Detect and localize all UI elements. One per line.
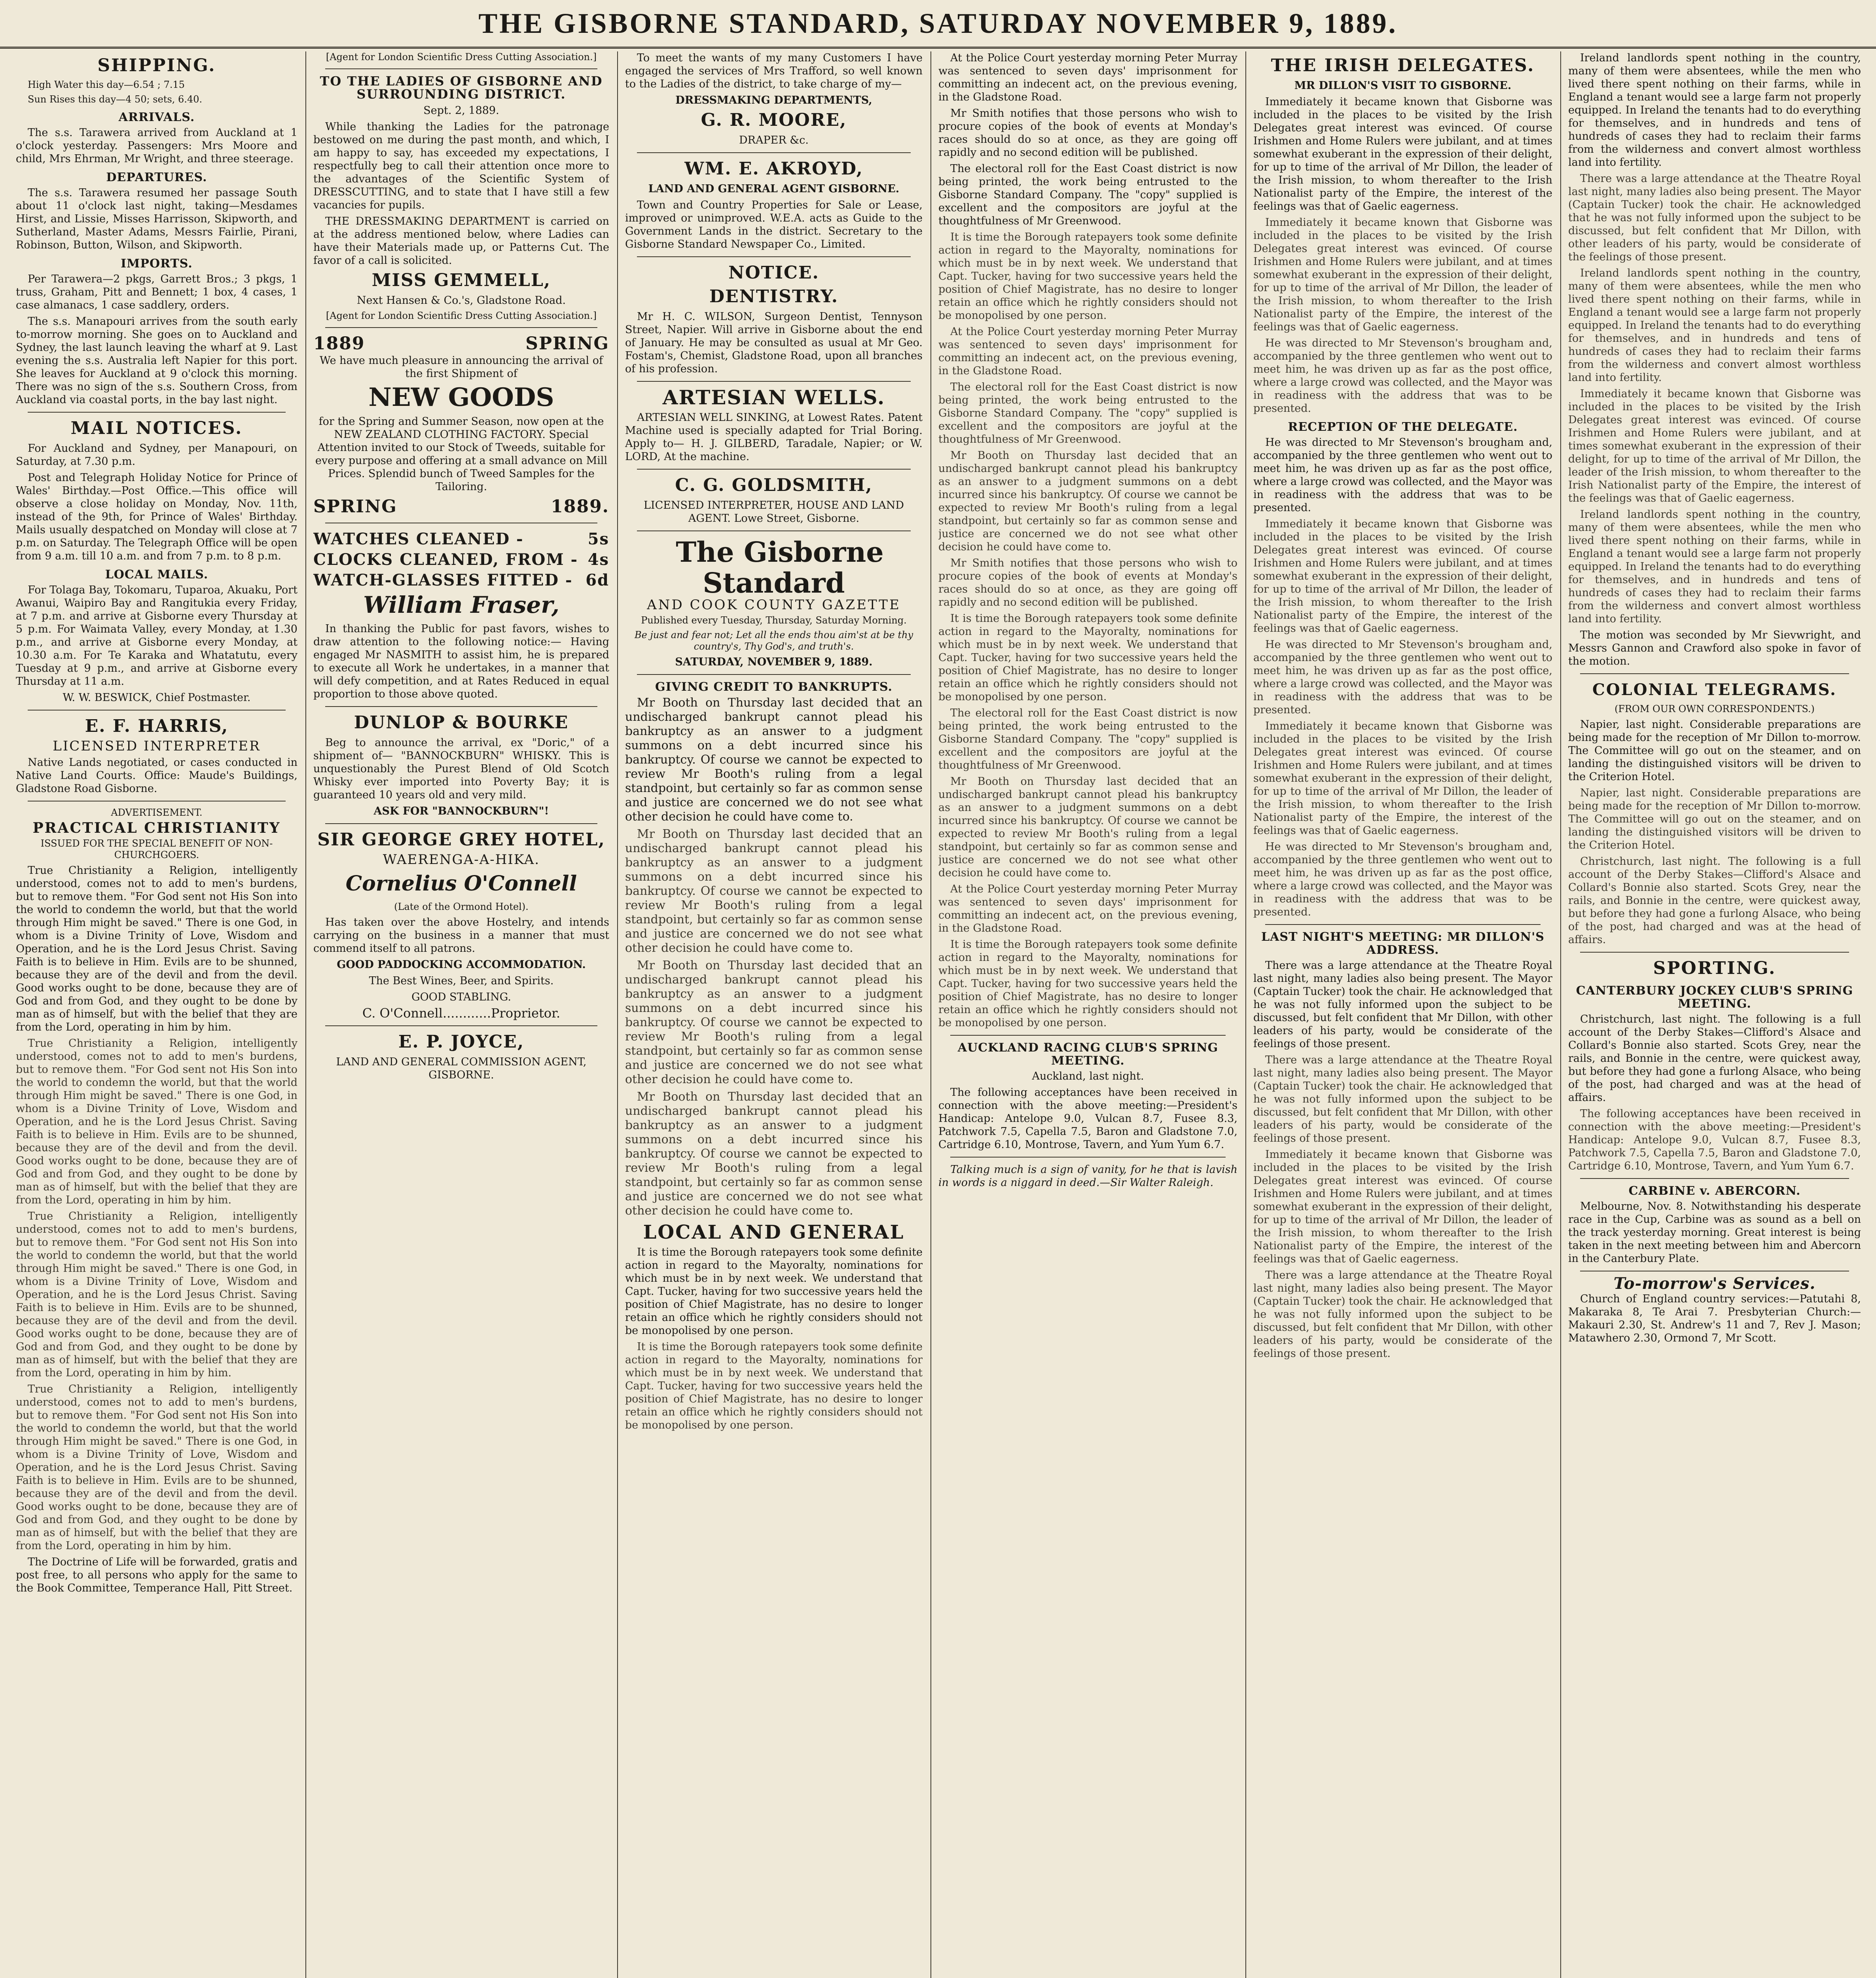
telegrams-continued: Napier, last night. Considerable preparations are being made for the reception of Mr Dillon to-morrow. The Committee will go out on the steamer, and on landing the distinguished visitors will be driven to the Criterion Hotel.: [1568, 787, 1861, 851]
local-general-text-continued: It is time the Borough ratepayers took some definite action in regard to the Mayoralty, nominations for which must be in by next week. We understand that Capt. Tucker, having for two successive years held the position of Chief Magistrate, has no desire to longer retain an office which he rightly considers should not be monopolised by one person.: [625, 1341, 923, 1431]
editorial-heading: GIVING CREDIT TO BANKRUPTS.: [655, 680, 893, 694]
local-news-continued: Mr Booth on Thursday last decided that an undischarged bankrupt cannot plead his bankruptcy as an answer to a judgment summons on a debt incurred since his bankruptcy. Of course we cannot be expected to review Mr Booth's ruling from a legal standpoint, but certainly so far as common sense and justice are concerned we do not see what other decision he could have come to.: [938, 449, 1237, 553]
divider: [28, 412, 286, 413]
goldsmith-name: C. G. GOLDSMITH,: [675, 475, 873, 495]
local-news-continued: The electoral roll for the East Coast district is now being printed, the work being entrusted to the Gisborne Standard Company. The "copy" supplied is excellent and the compositors are joyful at the thoughtfulness of Mr Greenwood.: [938, 381, 1237, 445]
fraser-name: William Fraser,: [363, 591, 559, 618]
dillon-speech: Ireland landlords spent nothing in the country, many of them were absentees, while the men who lived there spent nothing on their farms, while in England a tenant would see a large farm not properly equipped. In Ireland the tenants had to do everything for themselves, and in hundreds and tens of hundreds of cases they had to reclaim their farms from the wilderness and convert almost worthless land into fertility.: [1568, 52, 1861, 169]
dentistry-heading: DENTISTRY.: [709, 286, 839, 307]
oconnell-body: Has taken over the above Hostelry, and intends carrying on the business in a manner that must commend itself to all patrons.: [313, 916, 609, 955]
dillon-speech-continued: There was a large attendance at the Theatre Royal last night, many ladies also being present. The Mayor (Captain Tucker) took the chair. He acknowledged that he was not fully informed upon the subject to be discussed, but felt confident that Mr Dillon, with other leaders of his party, would be considerate of the feelings of those present.: [1568, 172, 1861, 263]
christianity-body-continued: True Christianity a Religion, intelligently understood, comes not to add to men's burdens, but to remove them. "For God sent not His Son into the world to condemn the world, but that the world through Him might be saved." There is one God, in whom is a Divine Trinity of Love, Wisdom and Operation, and he is the Lord Jesus Christ. Saving Faith is to believe in Him. Evils are to be shunned, because they are of the devil and from the devil. Good works ought to be done, because they are of God and from God, and they ought to be done by man as of himself, but with the belief that they are from the Lord, operating in him by him.: [16, 1383, 298, 1552]
carbine-report: Melbourne, Nov. 8. Notwithstanding his desperate race in the Cup, Carbine was as sound as a bell on the track yesterday morning. Great interest is being taken in the next meeting between him and Abercorn in the Canterbury Plate.: [1568, 1200, 1861, 1265]
irish-delegates-heading: THE IRISH DELEGATES.: [1271, 55, 1535, 76]
telegrams-heading: COLONIAL TELEGRAMS.: [1592, 680, 1837, 699]
delegates-text-continued: Immediately it became known that Gisborne was included in the places to be visited by the Irish Delegates great interest was evinced. Of course Irishmen and Home Rulers were jubilant, and at times somewhat exuberant in the expression of their delight, for up to time of the arrival of Mr Dillon, the leader of the Irish mission, to whom thereafter to the Irish Nationalist party of the Empire, the interest of the feelings was that of Gaelic eagerness.: [1253, 216, 1552, 333]
local-news-continued: The electoral roll for the East Coast district is now being printed, the work being entrusted to the Gisborne Standard Company. The "copy" supplied is excellent and the compositors are joyful at the thoughtfulness of Mr Greenwood.: [938, 707, 1237, 771]
delegates-text: Immediately it became known that Gisborne was included in the places to be visited by the Irish Delegates great interest was evinced. Of course Irishmen and Home Rulers were jubilant, and at times somewhat exuberant in the expression of their delight, for up to time of the arrival of Mr Dillon, the leader of the Irish mission, to whom thereafter to the Irish Nationalist party of the Empire, the interest of the feelings was that of Gaelic eagerness.: [1253, 96, 1552, 212]
column-2: [313, 51, 609, 1978]
akroyd-name: WM. E. AKROYD,: [684, 159, 863, 179]
services-heading: To-morrow's Services.: [1613, 1274, 1816, 1293]
dillon-speech-continued: Ireland landlords spent nothing in the country, many of them were absentees, while the men who lived there spent nothing on their farms, while in England a tenant would see a large farm not properly equipped. In Ireland the tenants had to do everything for themselves, and in hundreds and tens of hundreds of cases they had to reclaim their farms from the wilderness and convert almost worthless land into fertility.: [1568, 508, 1861, 625]
shipping-notes: The s.s. Manapouri arrives from the south early to-morrow morning. She goes on to Auckland and Sydney, the last launch leaving the wharf at 9. Last evening the s.s. Australia left Napier for this port. She leaves for Auckland at 9 o'clock this morning. There was no sign of the s.s. Southern Cross, from Auckland via coastal ports, in the bay last night.: [16, 315, 298, 406]
reception-text-continued: He was directed to Mr Stevenson's brougham and, accompanied by the three gentlemen who went out to meet him, he was driven up as far as the post office, where a large crowd was collected, and the Mayor was in readiness with the address that was to be presented.: [1253, 841, 1552, 918]
dunlop-ask: ASK FOR "BANNOCKBURN"!: [373, 805, 549, 817]
electoral-roll: The electoral roll for the East Coast district is now being printed, the work being entrusted to the Gisborne Standard Company. The "copy" supplied is excellent and the compositors are joyful at the thoughtfulness of Mr Greenwood.: [938, 163, 1237, 227]
divider: [1580, 952, 1849, 953]
racing-heading: AUCKLAND RACING CLUB'S SPRING MEETING.: [957, 1041, 1218, 1068]
spring-footer-left: SPRING: [313, 496, 397, 517]
spring-header: [313, 333, 609, 354]
ladies-date: Sept. 2, 1889.: [423, 104, 499, 117]
divider: [637, 530, 911, 531]
local-news-continued: It is time the Borough ratepayers took some definite action in regard to the Mayoralty, nominations for which must be in by next week. We understand that Capt. Tucker, having for two successive years held the position of Chief Magistrate, has no desire to longer retain an office which he rightly considers should not be monopolised by one person.: [938, 938, 1237, 1029]
mail-intro: For Auckland and Sydney, per Manapouri, on Saturday, at 7.30 p.m.: [16, 442, 298, 468]
last-night-heading: LAST NIGHT'S MEETING: MR DILLON'S ADDRESS.: [1261, 930, 1544, 957]
newspaper-nameplate: The Gisborne Standard: [676, 536, 884, 599]
arrivals-text: The s.s. Tarawera arrived from Auckland at 1 o'clock yesterday. Passengers: Mrs Moore and child, Mrs Ehrman, Mr Wright, and three steerage.: [16, 127, 298, 165]
proprietor-line: C. O'Connell............Proprietor.: [362, 1006, 561, 1021]
divider: [637, 152, 911, 153]
watch-price: 4s: [587, 550, 609, 569]
christianity-sub: ISSUED FOR THE SPECIAL BENEFIT OF NON-CHURCHGOERS.: [40, 838, 273, 860]
spring-intro: We have much pleasure in announcing the arrival of the first Shipment of: [320, 354, 603, 380]
divider: [325, 68, 597, 69]
grey-hotel-title: SIR GEORGE GREY HOTEL,: [317, 830, 605, 850]
motto: Be just and fear not; Let all the ends thou aim'st at be thy country's, Thy God's, and truth's.: [634, 629, 913, 652]
divider: [325, 1025, 597, 1026]
smith-notice: Mr Smith notifies that those persons who wish to procure copies of the book of events at Monday's races should do so at once, as they are going off rapidly and no second edition will be published.: [938, 107, 1237, 159]
agent-note: [Agent for London Scientific Dress Cutting Association.]: [326, 310, 597, 321]
dept-heading: DRESSMAKING DEPARTMENTS,: [675, 94, 872, 106]
oconnell-sub: (Late of the Ormond Hotel).: [394, 901, 529, 912]
christchurch-report-continued: The following acceptances have been received in connection with the above meeting:—President's Handicap: Antelope 9.0, Vulcan 8.7, Fusee 8.3, Patchwork 7.5, Capella 7.5, Baron and Gladstone 7.0, Cartridge 6.10, Montrose, Tavern, and Yum Yum 6.7.: [1568, 1108, 1861, 1172]
divider: [637, 381, 911, 382]
watch-label: CLOCKS CLEANED, FROM -: [313, 550, 578, 569]
column-3: [625, 51, 923, 1978]
christianity-body: True Christianity a Religion, intelligently understood, comes not to add to men's burdens, but to remove them. "For God sent not His Son into the world to condemn the world, but that the world through Him might be saved." There is one God, in whom is a Divine Trinity of Love, Wisdom and Operation, and he is the Lord Jesus Christ. Saving Faith is to believe in Him. Evils are to be shunned, because they are of the devil and from the devil. Good works ought to be done, because they are of God and from God, and they ought to be done by man as of himself, but with the belief that they are from the Lord, operating in him by him.: [16, 864, 298, 1033]
column-6: [1568, 51, 1861, 1978]
column-1: [16, 51, 298, 1978]
divider: [1580, 1178, 1849, 1179]
akroyd-sub: LAND AND GENERAL AGENT GISBORNE.: [648, 183, 900, 195]
departures-text: The s.s. Tarawera resumed her passage South about 11 o'clock last night, taking—Mesdames Hirst, and Lissie, Misses Harrisson, Skipworth, and Sutherland, Master Adams, Messrs Fairlie, Pirani, Robinson, Button, Wilson, and Skipworth.: [16, 187, 298, 251]
local-general-heading: LOCAL AND GENERAL: [643, 1221, 905, 1243]
nameplate-sub: AND COOK COUNTY GAZETTE: [647, 597, 901, 613]
harris-name: E. F. HARRIS,: [85, 716, 229, 736]
divider: [637, 469, 911, 470]
advert-label: ADVERTISEMENT.: [111, 807, 203, 818]
best-line: The Best Wines, Beer, and Spirits.: [369, 975, 554, 987]
mail-notices-title: MAIL NOTICES.: [70, 418, 243, 438]
spring-year: 1889: [313, 333, 365, 354]
column-rule: [930, 51, 931, 1978]
editorial-text-continued: Mr Booth on Thursday last decided that an undischarged bankrupt cannot plead his bankruptcy as an answer to a judgment summons on a debt incurred since his bankruptcy. Of course we cannot be expected to review Mr Booth's ruling from a legal standpoint, but certainly so far as common sense and justice are concerned we do not see what other decision he could have come to.: [625, 1090, 923, 1218]
editorial-text: Mr Booth on Thursday last decided that an undischarged bankrupt cannot plead his bankruptcy as an answer to a judgment summons on a debt incurred since his bankruptcy. Of course we cannot be expected to review Mr Booth's ruling from a legal standpoint, but certainly so far as common sense and justice are concerned we do not see what other decision he could have come to.: [625, 696, 923, 824]
christianity-title: PRACTICAL CHRISTIANITY: [32, 820, 281, 836]
local-news-continued: At the Police Court yesterday morning Peter Murray was sentenced to seven days' imprisonment for committing an indecent act, on the previous evening, in the Gladstone Road.: [938, 883, 1237, 934]
joyce-name: E. P. JOYCE,: [398, 1032, 525, 1052]
agent-note: [Agent for London Scientific Dress Cutting Association.]: [326, 51, 597, 63]
dressmaking-text: THE DRESSMAKING DEPARTMENT is carried on at the address mentioned below, where Ladies can have their Materials made up, or Patterns Cut. The favor of a call is solicited.: [313, 215, 609, 267]
christianity-body-continued: True Christianity a Religion, intelligently understood, comes not to add to men's burdens, but to remove them. "For God sent not His Son into the world to condemn the world, but that the world through Him might be saved." There is one God, in whom is a Divine Trinity of Love, Wisdom and Operation, and he is the Lord Jesus Christ. Saving Faith is to believe in Him. Evils are to be shunned, because they are of the devil and from the devil. Good works ought to be done, because they are of God and from God, and they ought to be done by man as of himself, but with the belief that they are from the Lord, operating in him by him.: [16, 1210, 298, 1379]
paddock-line: GOOD PADDOCKING ACCOMMODATION.: [337, 959, 586, 971]
divider: [325, 706, 597, 707]
napier-telegram: Napier, last night. Considerable preparations are being made for the reception of Mr Dillon to-morrow. The Committee will go out on the steamer, and on landing the distinguished visitors will be driven to the Criterion Hotel.: [1568, 718, 1861, 783]
fraser-body: In thanking the Public for past favors, wishes to draw attention to the following notice:— Having engaged Mr NASMITH to assist him, he is prepared to execute all Work he undertakes, in a manner that will defy competition, and at Rates Reduced in equal proportion to those above quoted.: [313, 623, 609, 700]
new-goods-heading: NEW GOODS: [368, 383, 554, 412]
watch-label: WATCH-GLASSES FITTED -: [313, 571, 573, 589]
column-rule: [617, 51, 618, 1978]
local-news-continued: At the Police Court yesterday morning Peter Murray was sentenced to seven days' imprisonment for committing an indecent act, on the previous evening, in the Gladstone Road.: [938, 326, 1237, 377]
arrivals-heading: ARRIVALS.: [118, 110, 195, 124]
page-masthead: [0, 0, 1876, 49]
page-title: THE GISBORNE STANDARD, SATURDAY NOVEMBER 9, 1889.: [478, 7, 1398, 39]
column-rule: [1245, 51, 1246, 1978]
racing-dateline: Auckland, last night.: [1032, 1070, 1144, 1082]
artesian-body: ARTESIAN WELL SINKING, at Lowest Rates. Patent Machine used is specially adapted for Trial Boring. Apply to— H. J. GILBERD, Taradale, Napier; or W. LORD, At the machine.: [625, 411, 923, 463]
watch-price: 6d: [586, 571, 609, 589]
divider: [325, 823, 597, 824]
divider: [1265, 924, 1541, 925]
akroyd-body: Town and Country Properties for Sale or Lease, improved or unimproved. W.E.A. acts as Guide to the Government Lands in the district. Secretary to the Gisborne Standard Newspaper Co., Limited.: [625, 199, 923, 250]
divider: [637, 674, 911, 675]
reception-text-continued: Immediately it became known that Gisborne was included in the places to be visited by the Irish Delegates great interest was evinced. Of course Irishmen and Home Rulers were jubilant, and at times somewhat exuberant in the expression of their delight, for up to time of the arrival of Mr Dillon, the leader of the Irish mission, to whom thereafter to the Irish Nationalist party of the Empire, the interest of the feelings was that of Gaelic eagerness.: [1253, 518, 1552, 635]
watch-row: [313, 570, 609, 591]
divider: [950, 1035, 1226, 1036]
local-news-continued: It is time the Borough ratepayers took some definite action in regard to the Mayoralty, nominations for which must be in by next week. We understand that Capt. Tucker, having for two successive years held the position of Chief Magistrate, has no desire to longer retain an office which he rightly considers should not be monopolised by one person.: [938, 612, 1237, 703]
postmaster-signature: W. W. BESWICK, Chief Postmaster.: [63, 692, 251, 704]
notice-heading: NOTICE.: [728, 263, 819, 283]
grey-hotel-place: WAERENGA-A-HIKA.: [383, 852, 540, 868]
watch-label: WATCHES CLEANED -: [313, 530, 524, 548]
watch-row: [313, 549, 609, 570]
telegrams-continued: Christchurch, last night. The following is a full account of the Derby Stakes—Clifford's Alsace and Collard's Bonnie also started. Scots Grey, near the rails, and Bonnie in the centre, were quickest away, but before they had gone a furlong Alsace, who being of the post, had charged and was at the head of affairs.: [1568, 855, 1861, 946]
police-court: At the Police Court yesterday morning Peter Murray was sentenced to seven days' imprisonment for committing an indecent act, on the previous evening, in the Gladstone Road.: [938, 52, 1237, 103]
local-news-continued: Mr Smith notifies that those persons who wish to procure copies of the book of events at Monday's races should do so at once, as they are going off rapidly and no second edition will be published.: [938, 557, 1237, 608]
spring-footer-right: 1889.: [551, 496, 609, 517]
harris-body: Native Lands negotiated, or cases conducted in Native Land Courts. Office: Maude's Buildings, Gladstone Road Gisborne.: [16, 756, 298, 795]
reception-text-continued: He was directed to Mr Stevenson's brougham and, accompanied by the three gentlemen who went out to meet him, he was driven up as far as the post office, where a large crowd was collected, and the Mayor was in readiness with the address that was to be presented.: [1253, 638, 1552, 716]
goldsmith-body: LICENSED INTERPRETER, HOUSE AND LAND AGENT. Lowe Street, Gisborne.: [643, 499, 904, 525]
local-news-continued: It is time the Borough ratepayers took some definite action in regard to the Mayoralty, nominations for which must be in by next week. We understand that Capt. Tucker, having for two successive years held the position of Chief Magistrate, has no desire to longer retain an office which he rightly considers should not be monopolised by one person.: [938, 231, 1237, 322]
imports-heading: IMPORTS.: [121, 257, 193, 271]
carbine-heading: CARBINE v. ABERCORN.: [1628, 1184, 1801, 1198]
shipping-title: SHIPPING.: [97, 55, 216, 76]
departures-heading: DEPARTURES.: [106, 171, 207, 184]
stabling-line: GOOD STABLING.: [411, 991, 511, 1003]
dillon-speech-continued: Ireland landlords spent nothing in the country, many of them were absentees, while the men who lived there spent nothing on their farms, while in England a tenant would see a large farm not properly equipped. In Ireland the tenants had to do everything for themselves, and in hundreds and tens of hundreds of cases they had to reclaim their farms from the wilderness and convert almost worthless land into fertility.: [1568, 267, 1861, 384]
column-4: [938, 51, 1237, 1978]
christchurch-report: Christchurch, last night. The following is a full account of the Derby Stakes—Clifford's Alsace and Collard's Bonnie also started. Scots Grey, near the rails, and Bonnie in the centre, were quickest away, but before they had gone a furlong Alsace, who being of the post, had charged and was at the head of affairs.: [1568, 1013, 1861, 1104]
reception-heading: RECEPTION OF THE DELEGATE.: [1288, 420, 1518, 434]
gemmell-address: Next Hansen & Co.'s, Gladstone Road.: [356, 294, 566, 307]
divider: [637, 256, 911, 257]
gemmell-name: MISS GEMMELL,: [371, 270, 551, 290]
moore-sub: DRAPER &c.: [739, 134, 809, 146]
racing-text: The following acceptances have been received in connection with the above meeting:—President's Handicap: Antelope 9.0, Vulcan 8.7, Fusee 8.3, Patchwork 7.5, Capella 7.5, Baron and Gladstone 7.0, Cartridge 6.10, Montrose, Tavern, and Yum Yum 6.7.: [938, 1086, 1237, 1151]
last-night-text: There was a large attendance at the Theatre Royal last night, many ladies also being present. The Mayor (Captain Tucker) took the chair. He acknowledged that he was not fully informed upon the subject to be discussed, but felt confident that Mr Dillon, with other leaders of his party, would be considerate of the feelings of those present.: [1253, 959, 1552, 1050]
spring-details: for the Spring and Summer Season, now open at the NEW ZEALAND CLOTHING FACTORY. Special Attention invited to our Stock of Tweeds, suitable for every purpose and offering at a small advance on Mill Prices. Splendid bunch of Tweed Samples for the Tailoring.: [315, 415, 608, 493]
local-news-continued: Mr Booth on Thursday last decided that an undischarged bankrupt cannot plead his bankruptcy as an answer to a judgment summons on a debt incurred since his bankruptcy. Of course we cannot be expected to review Mr Booth's ruling from a legal standpoint, but certainly so far as common sense and justice are concerned we do not see what other decision he could have come to.: [938, 775, 1237, 879]
editorial-text-continued: Mr Booth on Thursday last decided that an undischarged bankrupt cannot plead his bankruptcy as an answer to a judgment summons on a debt incurred since his bankruptcy. Of course we cannot be expected to review Mr Booth's ruling from a legal standpoint, but certainly so far as common sense and justice are concerned we do not see what other decision he could have come to.: [625, 827, 923, 955]
harris-title: LICENSED INTERPRETER: [53, 738, 261, 754]
local-general-text: It is time the Borough ratepayers took some definite action in regard to the Mayoralty, nominations for which must be in by next week. We understand that Capt. Tucker, having for two successive years held the position of Chief Magistrate, has no desire to longer retain an office which he rightly considers should not be monopolised by one person.: [625, 1246, 923, 1337]
joyce-body: LAND AND GENERAL COMMISSION AGENT, GISBORNE.: [336, 1056, 587, 1081]
local-mails-heading: LOCAL MAILS.: [105, 568, 208, 582]
column-5: [1253, 51, 1552, 1978]
editorial-text-continued: Mr Booth on Thursday last decided that an undischarged bankrupt cannot plead his bankruptcy as an answer to a judgment summons on a debt incurred since his bankruptcy. Of course we cannot be expected to review Mr Booth's ruling from a legal standpoint, but certainly so far as common sense and justice are concerned we do not see what other decision he could have come to.: [625, 959, 923, 1086]
spring-footer: [313, 496, 609, 517]
reception-text: He was directed to Mr Stevenson's brougham and, accompanied by the three gentlemen who went out to meet him, he was driven up as far as the post office, where a large crowd was collected, and the Mayor was in readiness with the address that was to be presented.: [1253, 436, 1552, 514]
oconnell-name: Cornelius O'Connell: [345, 872, 577, 896]
raleigh-quote: Talking much is a sign of vanity, for he that is lavish in words is a niggard in deed.—Sir Walter Raleigh.: [938, 1163, 1237, 1189]
watch-price: 5s: [587, 530, 609, 548]
sun-line: Sun Rises this day—4 50; sets, 6.40.: [28, 94, 203, 105]
dillon-visit-sub: MR DILLON'S VISIT TO GISBORNE.: [1294, 80, 1512, 92]
dunlop-name: DUNLOP & BOURKE: [354, 712, 569, 733]
dateline: SATURDAY, NOVEMBER 9, 1889.: [675, 656, 873, 668]
telegraph-notice: Post and Telegraph Holiday Notice for Prince of Wales' Birthday.—Post Office.—This office will observe a close holiday on Monday, Nov. 11th, instead of the 9th, for Prince of Wales' Birthday. Mails usually despatched on Monday will close at 7 p.m. on Saturday. The Telegraph Office will be open from 9 a.m. till 10 a.m. and from 7 p.m. to 8 p.m.: [16, 472, 298, 562]
christianity-body-continued: True Christianity a Religion, intelligently understood, comes not to add to men's burdens, but to remove them. "For God sent not His Son into the world to condemn the world, but that the world through Him might be saved." There is one God, in whom is a Divine Trinity of Love, Wisdom and Operation, and he is the Lord Jesus Christ. Saving Faith is to believe in Him. Evils are to be shunned, because they are of the devil and from the devil. Good works ought to be done, because they are of God and from God, and they ought to be done by man as of himself, but with the belief that they are from the Lord, operating in him by him.: [16, 1037, 298, 1206]
moore-name: G. R. MOORE,: [701, 110, 847, 130]
ladies-heading: TO THE LADIES OF GISBORNE AND SURROUNDING DISTRICT.: [320, 74, 603, 102]
telegrams-sub: (FROM OUR OWN CORRESPONDENTS.): [1614, 703, 1815, 714]
local-mails-text: For Tolaga Bay, Tokomaru, Tuparoa, Akuaku, Port Awanui, Waipiro Bay and Rangitukia every Friday, at 7 p.m. and arrive at Gisborne every Thursday at 5 p.m. For Waimata Valley, every Monday, at 1.30 p.m., and arrive at Gisborne every Monday, at 10.30 a.m. For Te Karaka and Whatatutu, every Tuesday at 9 p.m., and arrive at Gisborne every Thursday at 11 a.m.: [16, 584, 298, 688]
column-rule: [1560, 51, 1561, 1978]
dillon-speech-continued: Immediately it became known that Gisborne was included in the places to be visited by the Irish Delegates great interest was evinced. Of course Irishmen and Home Rulers were jubilant, and at times somewhat exuberant in the expression of their delight, for up to time of the arrival of Mr Dillon, the leader of the Irish mission, to whom thereafter to the Irish Nationalist party of the Empire, the interest of the feelings was that of Gaelic eagerness.: [1568, 388, 1861, 504]
tide-line: High Water this day—6.54 ; 7.15: [28, 79, 185, 90]
imports-text: Per Tarawera—2 pkgs, Garrett Bros.; 3 pkgs, 1 truss, Graham, Pitt and Bennett; 1 box, 4 cases, 1 case almanacs, 1 case saddlery, orders.: [16, 273, 298, 311]
christianity-footer: The Doctrine of Life will be forwarded, gratis and post free, to all persons who apply for the same to the Book Committee, Temperance Hall, Pitt Street.: [16, 1556, 298, 1594]
column-rule: [305, 51, 306, 1978]
canterbury-heading: CANTERBURY JOCKEY CLUB'S SPRING MEETING.: [1576, 984, 1853, 1011]
last-night-text-continued: There was a large attendance at the Theatre Royal last night, many ladies also being present. The Mayor (Captain Tucker) took the chair. He acknowledged that he was not fully informed upon the subject to be discussed, but felt confident that Mr Dillon, with other leaders of his party, would be considerate of the feelings of those present.: [1253, 1054, 1552, 1144]
ladies-body: While thanking the Ladies for the patronage bestowed on me during the past month, and which, I am happy to say, has exceeded my expectations, I respectfully beg to call their attention once more to the advantages of the Scientific System of DRESSCUTTING, and to state that I have still a few vacancies for pupils.: [313, 121, 609, 211]
dunlop-body: Beg to announce the arrival, ex "Doric," of a shipment of— "BANNOCKBURN" WHISKY. This is unquestionably the Purest Blend of Old Scotch Whisky ever imported into Poverty Bay; it is guaranteed 10 years old and very mild.: [313, 737, 609, 801]
last-night-text-continued: Immediately it became known that Gisborne was included in the places to be visited by the Irish Delegates great interest was evinced. Of course Irishmen and Home Rulers were jubilant, and at times somewhat exuberant in the expression of their delight, for up to time of the arrival of Mr Dillon, the leader of the Irish mission, to whom thereafter to the Irish Nationalist party of the Empire, the interest of the feelings was that of Gaelic eagerness.: [1253, 1148, 1552, 1265]
divider: [1580, 673, 1849, 674]
motion-text: The motion was seconded by Mr Sievwright, and Messrs Gannon and Crawford also spoke in favor of the motion.: [1568, 629, 1861, 667]
services-text: Church of England country services:—Patutahi 8, Makaraka 8, Te Arai 7. Presbyterian Church:—Makauri 2.30, St. Andrew's 11 and 7, Rev J. Mason; Matawhero 2.30, Ormond 7, Mr Scott.: [1568, 1293, 1861, 1344]
reception-text-continued: Immediately it became known that Gisborne was included in the places to be visited by the Irish Delegates great interest was evinced. Of course Irishmen and Home Rulers were jubilant, and at times somewhat exuberant in the expression of their delight, for up to time of the arrival of Mr Dillon, the leader of the Irish mission, to whom thereafter to the Irish Nationalist party of the Empire, the interest of the feelings was that of Gaelic eagerness.: [1253, 720, 1552, 837]
artesian-heading: ARTESIAN WELLS.: [662, 386, 885, 409]
delegates-text-continued: He was directed to Mr Stevenson's brougham and, accompanied by the three gentlemen who went out to meet him, he was driven up as far as the post office, where a large crowd was collected, and the Mayor was in readiness with the address that was to be presented.: [1253, 337, 1552, 415]
last-night-text-continued: There was a large attendance at the Theatre Royal last night, many ladies also being present. The Mayor (Captain Tucker) took the chair. He acknowledged that he was not fully informed upon the subject to be discussed, but felt confident that Mr Dillon, with other leaders of his party, would be considerate of the feelings of those present.: [1253, 1269, 1552, 1360]
published-line: Published every Tuesday, Thursday, Saturday Morning.: [641, 615, 907, 626]
sporting-heading: SPORTING.: [1653, 958, 1776, 978]
watch-row: [313, 529, 609, 549]
trafford-text: To meet the wants of my many Customers I have engaged the services of Mrs Trafford, so well known to the Ladies of the district, to take charge of my—: [625, 52, 923, 90]
dentist-body: Mr H. C. WILSON, Surgeon Dentist, Tennyson Street, Napier. Will arrive in Gisborne about the end of January. He may be consulted as usual at Mr Geo. Fostam's, Chemist, Gladstone Road, upon all branches of his profession.: [625, 311, 923, 375]
spring-label: SPRING: [525, 333, 609, 354]
divider: [325, 327, 597, 328]
divider: [950, 1157, 1226, 1158]
